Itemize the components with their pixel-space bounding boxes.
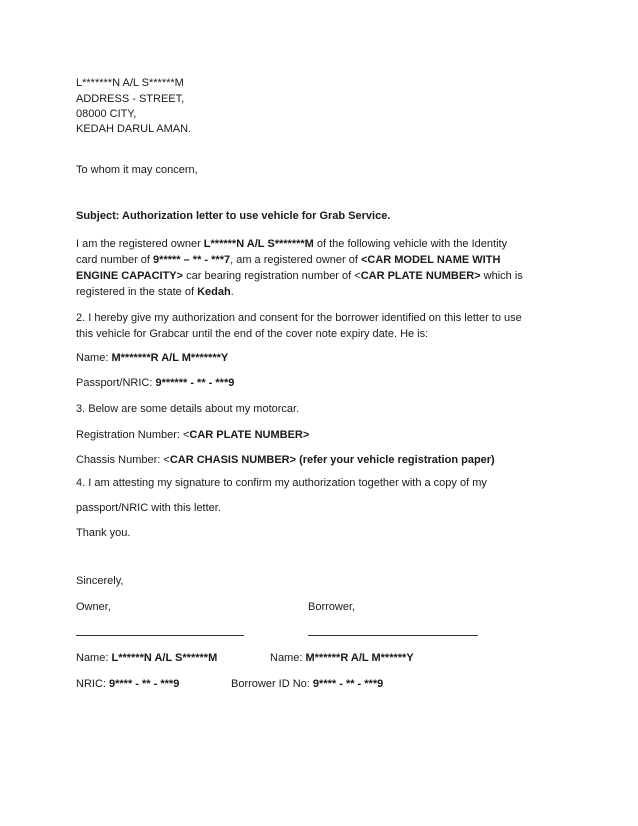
para1-line3 (76, 269, 523, 283)
para1-line4 (76, 285, 234, 299)
para2-line1: 2. I hereby give my authorization and consent for the borrower identified on this letter to use (76, 312, 522, 324)
subject-line: Subject: Authorization letter to use vehicle for Grab Service. (76, 210, 391, 222)
owner-name: L******N A/L S******M (111, 652, 218, 664)
closing: Sincerely, (76, 575, 124, 587)
text: , am a registered owner of (230, 254, 361, 266)
label: Borrower ID No: (231, 678, 313, 690)
label: Name: (270, 652, 306, 664)
chassis-line (76, 453, 495, 467)
text: car bearing registration number of < (183, 270, 361, 282)
para1-line1 (76, 237, 507, 251)
para3: 3. Below are some details about my motorcar. (76, 403, 300, 415)
owner-nric-line (76, 677, 179, 691)
text: which is (480, 270, 523, 282)
sender-address-line3: KEDAH DARUL AMAN. (76, 123, 192, 135)
owner-id-inline: 9***** – ** - ***7 (153, 254, 231, 266)
text: I am the registered owner (76, 238, 204, 250)
borrower-id: 9**** - ** - ***9 (312, 678, 384, 690)
borrower-name-line (76, 351, 228, 365)
owner-name-line (76, 651, 217, 665)
borrower-passport: 9****** - ** - ***9 (155, 377, 235, 389)
sender-address-line1: ADDRESS - STREET, (76, 93, 185, 105)
para4-line1: 4. I am attesting my signature to confirm my authorization together with a copy of my (76, 477, 487, 489)
label: NRIC: (76, 678, 109, 690)
para4-line2: passport/NRIC with this letter. (76, 502, 221, 514)
label: Name: (76, 352, 112, 364)
owner-label: Owner, (76, 601, 111, 613)
borrower-id-line (231, 677, 383, 691)
registration-value: CAR PLATE NUMBER> (189, 429, 310, 441)
borrower-name: M*******R A/L M*******Y (111, 352, 229, 364)
borrower-sig-name-line (270, 651, 414, 665)
label: Chassis Number: < (76, 454, 170, 466)
borrower-sig-name: M******R A/L M******Y (305, 652, 414, 664)
text: of the following vehicle with the Identity (313, 238, 508, 250)
sender-address-line2: 08000 CITY, (76, 108, 137, 120)
engine-capacity-inline: ENGINE CAPACITY> (76, 270, 184, 282)
sender-name: L*******N A/L S******M (76, 77, 184, 89)
text: registered in the state of (76, 286, 198, 298)
owner-signature-line (76, 635, 244, 636)
registration-line (76, 428, 309, 442)
para1-line2 (76, 253, 500, 267)
text: . (230, 286, 234, 298)
chassis-value: CAR CHASIS NUMBER> (refer your vehicle registration paper) (169, 454, 495, 466)
plate-number-inline: CAR PLATE NUMBER> (360, 270, 481, 282)
state-inline: Kedah (197, 286, 231, 298)
borrower-passport-line (76, 376, 234, 390)
borrower-signature-line (308, 635, 478, 636)
para2-line2: this vehicle for Grabcar until the end of the cover note expiry date. He is: (76, 328, 429, 340)
thanks: Thank you. (76, 527, 131, 539)
text: card number of (76, 254, 154, 266)
car-model-inline: <CAR MODEL NAME WITH (360, 254, 501, 266)
label: Passport/NRIC: (76, 377, 156, 389)
label: Registration Number: < (76, 429, 190, 441)
label: Name: (76, 652, 112, 664)
borrower-label: Borrower, (308, 601, 356, 613)
owner-name-inline: L******N A/L S*******M (203, 238, 314, 250)
owner-nric: 9**** - ** - ***9 (109, 678, 180, 690)
salutation: To whom it may concern, (76, 164, 198, 176)
